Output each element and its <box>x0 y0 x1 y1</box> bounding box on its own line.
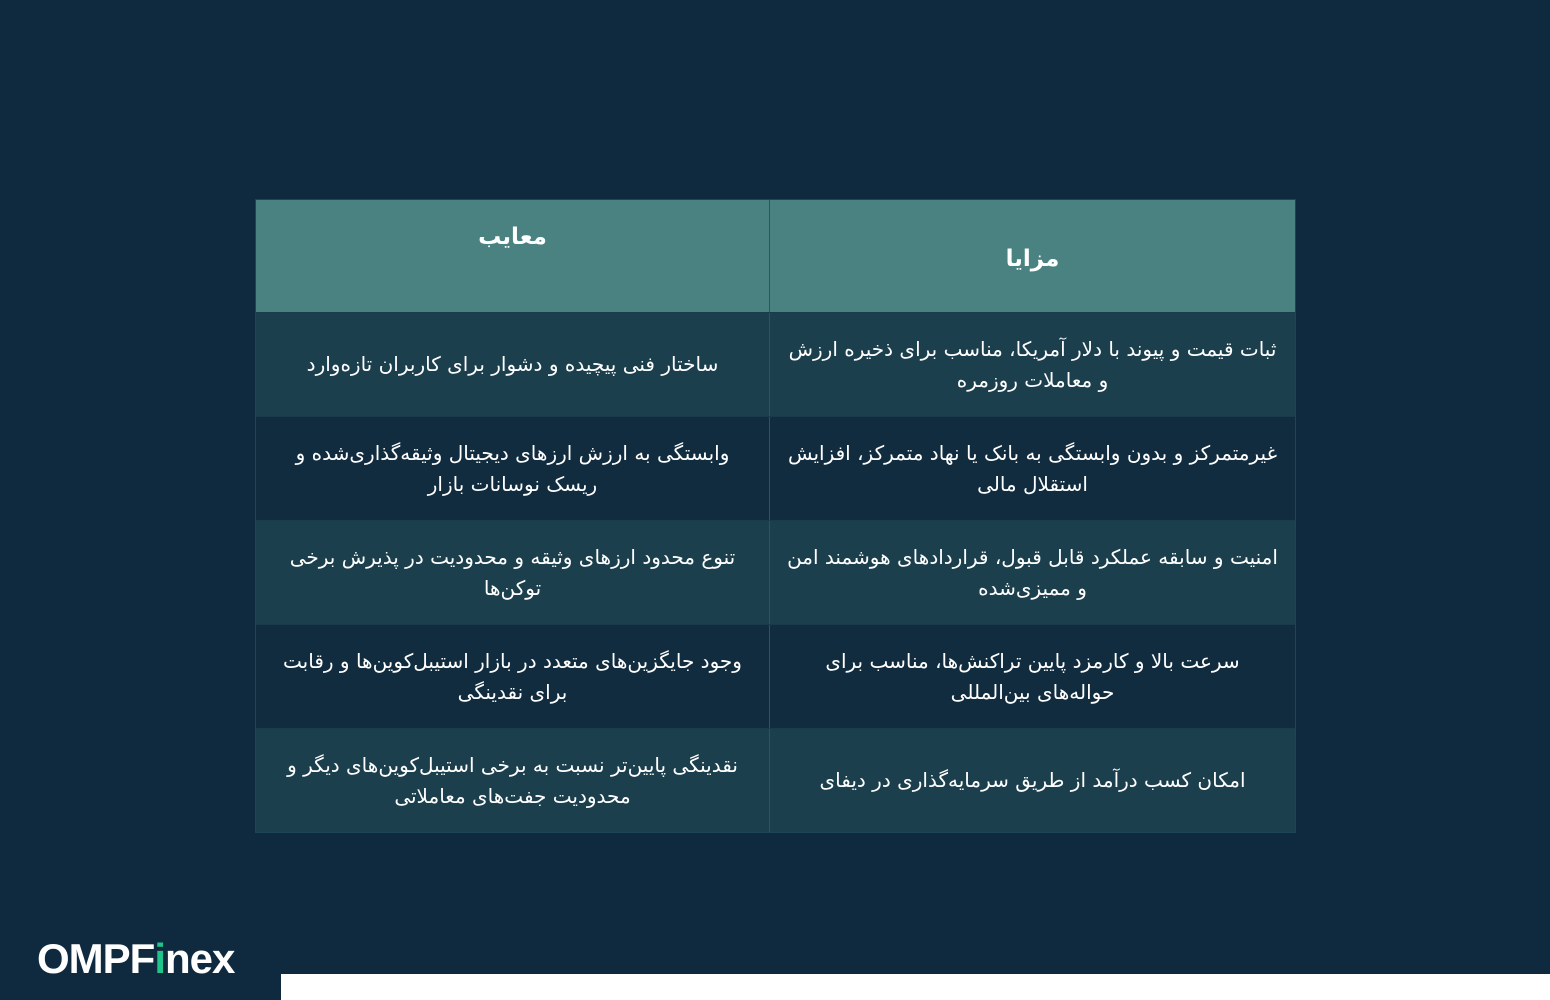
logo-text-part2: nex <box>165 935 235 982</box>
footer-strip <box>281 974 1550 1000</box>
header-advantages: مزایا <box>1005 245 1060 272</box>
table-row <box>256 624 1295 728</box>
advantage-cell: امنیت و سابقه عملکرد قابل قبول، قراردادهای هوشمند امن و ممیزی‌شده <box>787 544 1278 600</box>
table-header-row <box>256 200 1295 312</box>
header-disadvantages: معایب <box>256 200 770 312</box>
advantage-cell: ثبات قیمت و پیوند با دلار آمریکا، مناسب برای ذخیره ارزش و معاملات روزمره <box>788 336 1277 392</box>
disadvantage-cell: وابستگی به ارزش ارزهای دیجیتال وثیقه‌گذاری‌شده و ریسک نوسانات بازار <box>256 417 770 520</box>
ompfinex-logo <box>37 933 234 985</box>
pros-cons-table <box>255 199 1296 833</box>
disadvantage-cell: وجود جایگزین‌های متعدد در بازار استیبل‌کوین‌ها و رقابت برای نقدینگی <box>256 625 770 728</box>
advantage-cell: غیرمتمرکز و بدون وابستگی به بانک یا نهاد متمرکز، افزایش استقلال مالی <box>787 440 1278 496</box>
table-row <box>256 416 1295 520</box>
logo-text-accent: i <box>154 935 165 982</box>
disadvantage-cell: ساختار فنی پیچیده و دشوار برای کاربران تازه‌وارد <box>256 313 770 416</box>
table-row <box>256 520 1295 624</box>
table-row <box>256 312 1295 416</box>
advantage-cell: سرعت بالا و کارمزد پایین تراکنش‌ها، مناسب برای حواله‌های بین‌المللی <box>825 648 1240 704</box>
table-row <box>256 728 1295 832</box>
advantage-cell: امکان کسب درآمد از طریق سرمایه‌گذاری در دیفای <box>819 768 1246 792</box>
logo-text-part1: OMPF <box>37 935 155 982</box>
disadvantage-cell: نقدینگی پایین‌تر نسبت به برخی استیبل‌کوین‌های دیگر و محدودیت جفت‌های معاملاتی <box>256 729 770 832</box>
disadvantage-cell: تنوع محدود ارزهای وثیقه و محدودیت در پذیرش برخی توکن‌ها <box>256 521 770 624</box>
